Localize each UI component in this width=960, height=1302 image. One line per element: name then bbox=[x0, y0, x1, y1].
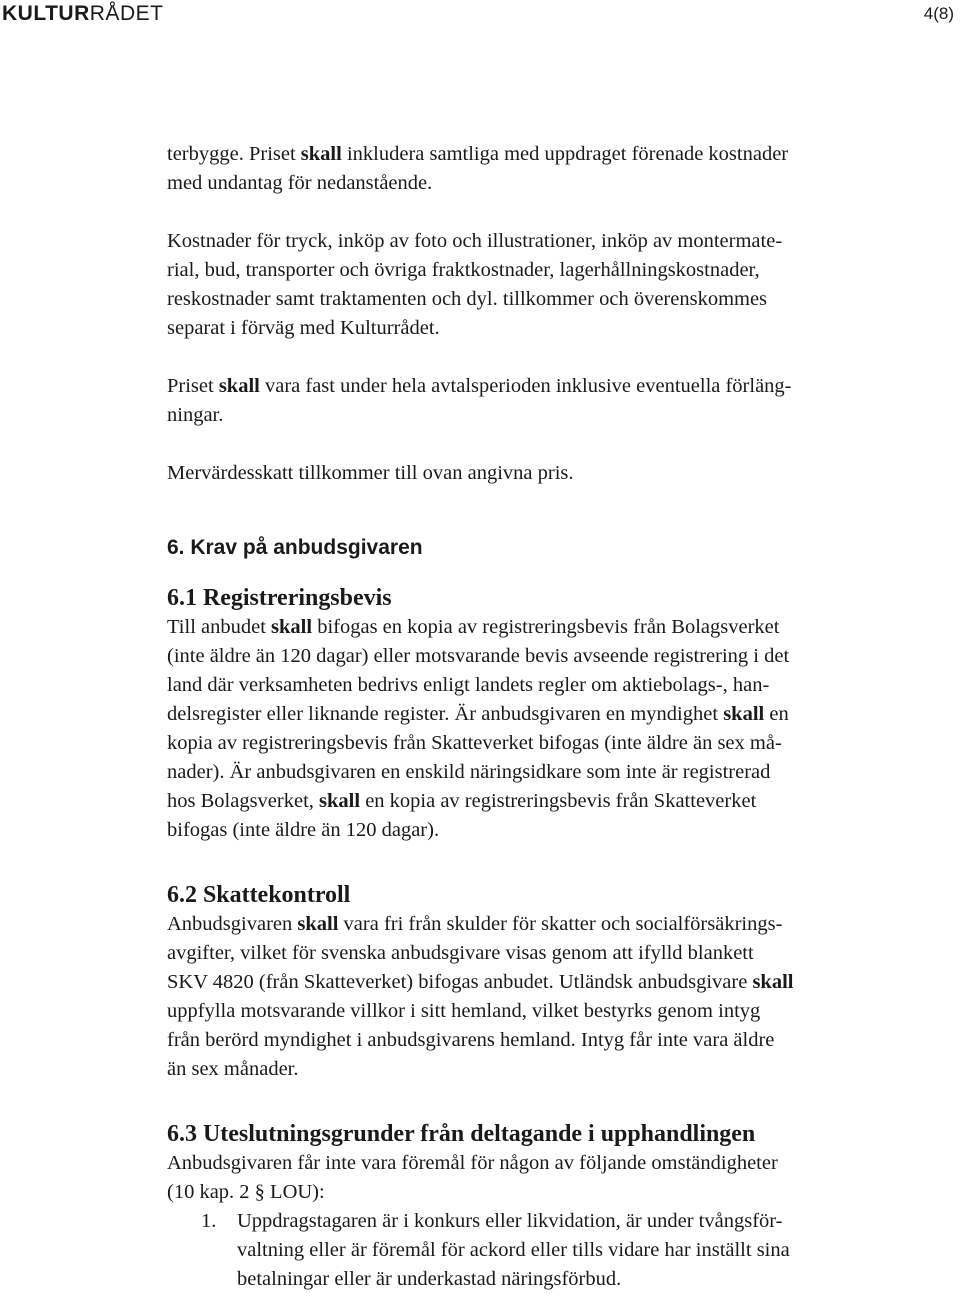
list-item-text: Uppdragstagaren är i konkurs eller likvidation, är under tvångsför- valtning eller är föremål för ackord eller tills vidare har inställt sina betalningar eller är underkastad näringsförbud. bbox=[237, 1210, 790, 1290]
paragraph-fixed-price: Priset skall vara fast under hela avtalsperioden inklusive eventuella förläng- ningar. bbox=[167, 375, 792, 426]
section-6-3-heading: 6.3 Uteslutningsgrunder från deltagande i upphandlingen bbox=[167, 1121, 756, 1147]
section-6-3-text: Anbudsgivaren får inte vara föremål för någon av följande omständigheter (10 kap. 2 § LOU): bbox=[167, 1152, 778, 1203]
section-6-heading: 6. Krav på anbudsgivaren bbox=[167, 536, 423, 559]
document-body bbox=[167, 140, 887, 1294]
paragraph-price-includes: terbygge. Priset skall inkludera samtliga med uppdraget förenade kostnader med undantag för nedanstående. bbox=[167, 143, 789, 194]
kulturradet-logo: KULTURRÅDET bbox=[2, 2, 164, 25]
paragraph-extra-costs: Kostnader för tryck, inköp av foto och illustrationer, inköp av montermate- rial, bud, transporter och övriga fraktkostnader, lagerhållningskostnader, reskostnader samt traktamenten och dyl. tillkommer och överenskommes separat i förväg med Kulturrådet. bbox=[167, 230, 783, 339]
page-header bbox=[0, 0, 960, 30]
section-6-2-text: Anbudsgivaren skall vara fri från skulder för skatter och socialförsäkrings- avgifter, vilket för svenska anbudsgivare visas genom att ifylld blankett SKV 4820 (från Skatteverket) bifogas anbudet. Utländsk anbudsgivare skall uppfylla motsvarande villkor i sitt hemland, vilket bestyrks genom intyg från berörd myndighet i anbudsgivarens hemland. Intyg får inte vara äldre än sex månader. bbox=[167, 913, 794, 1080]
section-6-1-heading: 6.1 Registreringsbevis bbox=[167, 585, 392, 611]
page-number: 4(8) bbox=[923, 4, 954, 23]
section-6-2-heading: 6.2 Skattekontroll bbox=[167, 882, 351, 908]
list-item bbox=[201, 1207, 887, 1294]
section-6-1-text: Till anbudet skall bifogas en kopia av registreringsbevis från Bolagsverket (inte äldre än 120 dagar) eller motsvarande bevis avseende registrering i det land där verksamheten bedrivs enligt landets regler om aktiebolags-, han- delsregister eller liknande register. Är anbudsgivaren en myndighet skall en kopia av registreringsbevis från Skatteverket bifogas (inte äldre än sex må- nader). Är anbudsgivaren en enskild näringsidkare som inte är registrerad hos Bolagsverket, skall en kopia av registreringsbevis från Skatteverket bifogas (inte äldre än 120 dagar). bbox=[167, 616, 790, 841]
paragraph-vat: Mervärdesskatt tillkommer till ovan angivna pris. bbox=[167, 462, 574, 484]
list-item-number: 1. bbox=[201, 1210, 217, 1232]
